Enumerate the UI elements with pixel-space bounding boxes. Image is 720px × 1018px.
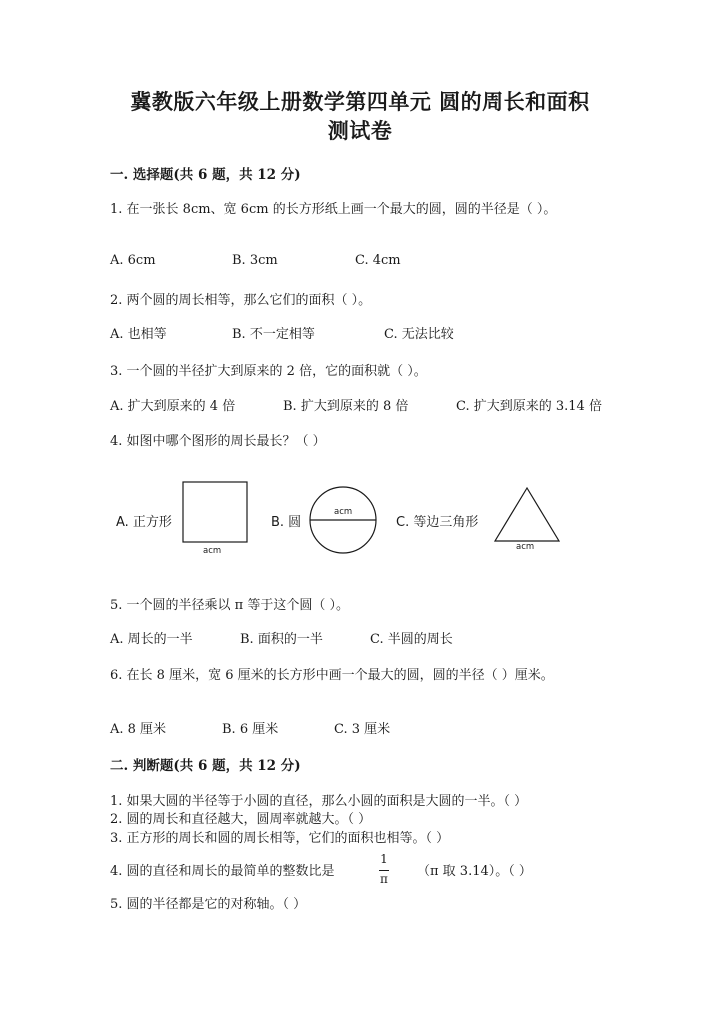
page-title-line2: 测试卷: [327, 118, 393, 143]
fig-b-label: B. 圆: [271, 515, 302, 530]
q1-option-b: B. 3cm: [232, 253, 278, 268]
triangle-figure: [492, 485, 562, 545]
fraction-numerator: 1: [380, 852, 388, 866]
statement-4-tail: （π 取 3.14）。（ ）: [417, 864, 532, 879]
question-6: 6. 在长 8 厘米，宽 6 厘米的长方形中画一个最大的圆，圆的半径（ ）厘米。: [110, 668, 554, 683]
q5-option-c: C. 半圆的周长: [370, 632, 453, 647]
q1-option-a: A. 6cm: [110, 253, 156, 268]
statement-5: 5. 圆的半径都是它的对称轴。（ ）: [110, 897, 307, 912]
q2-option-b: B. 不一定相等: [232, 327, 315, 342]
circle-figure: [307, 484, 379, 556]
statement-4-text: 4. 圆的直径和周长的最简单的整数比是: [110, 864, 335, 879]
fig-a-label: A. 正方形: [116, 515, 172, 530]
question-1: 1. 在一张长 8cm、宽 6cm 的长方形纸上画一个最大的圆，圆的半径是（ ）。: [110, 202, 557, 217]
q2-option-a: A. 也相等: [110, 327, 167, 342]
q6-option-a: A. 8 厘米: [110, 722, 167, 737]
q6-option-c: C. 3 厘米: [334, 722, 391, 737]
statement-1: 1. 如果大圆的半径等于小圆的直径，那么小圆的面积是大圆的一半。（ ）: [110, 794, 528, 809]
fraction-bar: [379, 870, 389, 871]
fraction-denominator: π: [380, 872, 388, 886]
fig-c-side-label: acm: [516, 542, 535, 552]
page-title-line1: 冀教版六年级上册数学第四单元 圆的周长和面积: [130, 89, 590, 114]
q5-option-b: B. 面积的一半: [240, 632, 323, 647]
q3-option-a: A. 扩大到原来的 4 倍: [110, 399, 236, 414]
q2-option-c: C. 无法比较: [384, 327, 454, 342]
square-figure: [180, 480, 250, 544]
q3-option-b: B. 扩大到原来的 8 倍: [283, 399, 409, 414]
question-2: 2. 两个圆的周长相等，那么它们的面积（ ）。: [110, 293, 372, 308]
q1-option-c: C. 4cm: [355, 253, 401, 268]
question-5: 5. 一个圆的半径乘以 π 等于这个圆（ ）。: [110, 598, 349, 613]
question-3: 3. 一个圆的半径扩大到原来的 2 倍，它的面积就（ ）。: [110, 364, 427, 379]
statement-3: 3. 正方形的周长和圆的周长相等，它们的面积也相等。（ ）: [110, 831, 450, 846]
statement-2: 2. 圆的周长和直径越大，圆周率就越大。（ ）: [110, 812, 372, 827]
q3-option-c: C. 扩大到原来的 3.14 倍: [456, 399, 602, 414]
q6-option-b: B. 6 厘米: [222, 722, 279, 737]
q5-option-a: A. 周长的一半: [110, 632, 193, 647]
fig-c-label: C. 等边三角形: [396, 515, 479, 530]
section-heading-choice: 一. 选择题(共 6 题，共 12 分): [110, 167, 301, 183]
question-4: 4. 如图中哪个图形的周长最长？（ ）: [110, 434, 326, 449]
fig-a-side-label: acm: [203, 546, 222, 556]
fig-b-diameter-label: acm: [334, 507, 353, 517]
section-heading-judgement: 二. 判断题(共 6 题，共 12 分): [110, 758, 301, 774]
